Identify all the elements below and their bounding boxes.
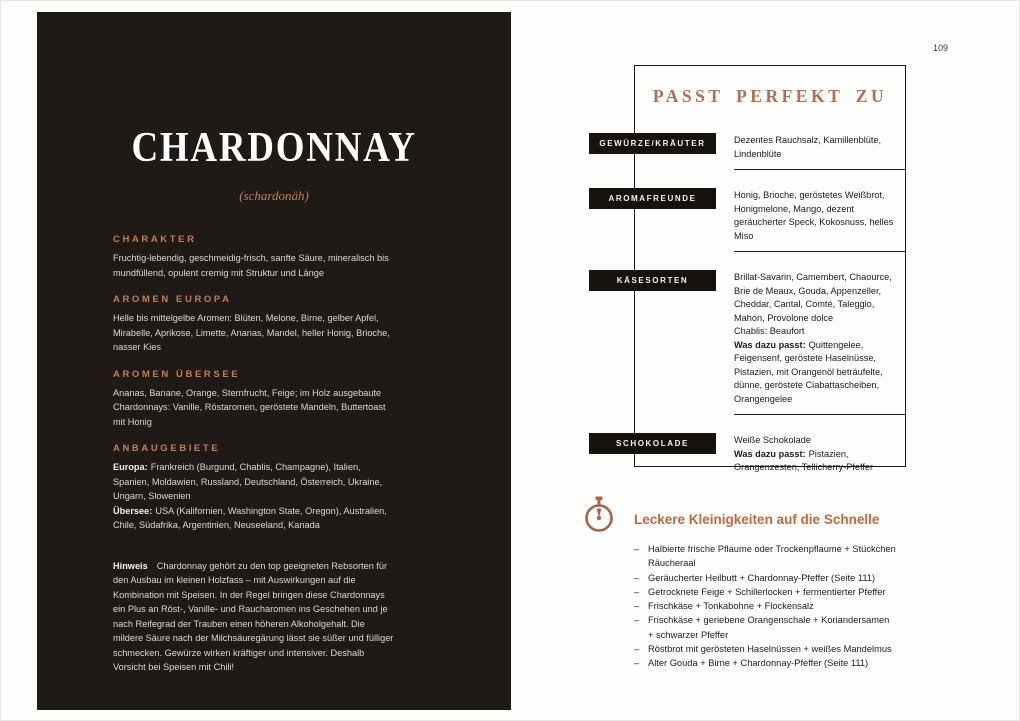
row-subline: Chablis: Beaufort	[734, 326, 805, 336]
hinweis-label: Hinweis	[113, 560, 148, 571]
section-aromen-europa	[113, 294, 397, 355]
row-text: Dezentes Rauchsalz, Kamillenblüte, Lindenblüte	[734, 135, 882, 159]
left-page-content	[113, 234, 397, 689]
snack-item	[634, 642, 896, 656]
section-heading: AROMEN ÜBERSEE	[113, 368, 241, 380]
section-anbaugebiete	[113, 443, 397, 533]
snack-text: Frischkäse + Tonkabohne + Flockensalz	[648, 601, 814, 612]
pairing-row-aromafreunde	[608, 188, 905, 252]
snack-item	[634, 656, 896, 670]
europa-label: Europa:	[113, 462, 148, 472]
pairing-box-title: PASST PERFEKT ZU	[652, 86, 888, 106]
page-number: 109	[933, 43, 949, 53]
snacks-heading: Leckere Kleinigkeiten auf die Schnelle	[634, 512, 880, 527]
pairing-row-schokolade	[616, 433, 905, 483]
uebersee-text: USA (Kalifornien, Washington State, Oregon), Australien, Chile, Südafrika, Argentinien, Neuseeland, Kanada	[113, 505, 387, 530]
row-text: Honig, Brioche, geröstetes Weißbrot, Honigmelone, Mango, dezent geräucherter Speck, Kokosnuss, helles Miso	[734, 190, 894, 241]
bullet-dash: –	[634, 615, 640, 626]
section-text: Fruchtig-lebendig, geschmeidig-frisch, sanfte Säure, mineralisch bis mundfüllend, opulent cremig mit Struktur und Länge	[113, 253, 389, 278]
row-content	[734, 133, 905, 170]
row-label: KÄSESORTEN	[589, 270, 716, 291]
wine-title	[37, 124, 511, 172]
snacks-list	[634, 542, 896, 671]
section-text: Helle bis mittelgelbe Aromen: Blüten, Melone, Birne, gelber Apfel, Mirabelle, Aprikose, Limette, Ananas, Mandel, heller Honig, Brioche, nasser Kies	[113, 313, 390, 352]
snack-text: Halbierte frische Pflaume oder Trockenpflaume + Stückchen Räucheraal	[648, 544, 896, 569]
snack-item	[634, 585, 896, 599]
snack-text: Röstbrot mit gerösteten Haselnüssen + weißes Mandelmus	[648, 644, 892, 655]
section-text-uebersee	[113, 504, 397, 533]
snack-text: Geräucherter Heilbutt + Chardonnay-Pfeffer (Seite 111)	[648, 572, 876, 583]
snack-text: Frischkäse + geriebene Orangenschale + Koriandersamen + schwarzer Pfeffer	[648, 615, 890, 640]
row-pairing	[734, 339, 902, 407]
pronunciation: (schardonäh)	[239, 188, 309, 203]
hinweis-paragraph	[113, 559, 397, 675]
stopwatch-icon	[583, 496, 615, 539]
section-charakter	[113, 234, 397, 280]
section-heading: AROMEN EUROPA	[113, 294, 232, 305]
bullet-dash: –	[634, 644, 640, 655]
bullet-dash: –	[634, 658, 640, 669]
pair-label: Was dazu passt:	[734, 339, 806, 350]
pairing-row-gewuerze	[599, 133, 905, 170]
snack-item	[634, 613, 896, 642]
section-heading: ANBAUGEBIETE	[113, 443, 221, 454]
europa-text: Frankreich (Burgund, Chablis, Champagne), Italien, Spanien, Moldawien, Russland, Deutschland, Österreich, Ukraine, Ungarn, Slowenien	[113, 462, 383, 501]
pair-label: Was dazu passt:	[734, 448, 806, 459]
row-pairing	[734, 448, 902, 475]
pair-text: Pistazien, Orangenzesten, Tellicherry-Pfeffer	[734, 448, 874, 472]
snack-text: Getrocknete Feige + Schillerlocken + fermentierter Pfeffer	[648, 586, 886, 597]
bullet-dash: –	[634, 544, 640, 554]
section-aromen-uebersee	[113, 369, 397, 430]
hinweis-text: Chardonnay gehört zu den top geeigneten Rebsorten für den Ausbau im kleinen Holzfass – mit Auswirkungen auf die Kombination mit Speisen. In der Regel bringen diese Chardonnays ein Plus an Röst-, Vanille- und Raucharomen ins Geschehen und je nach Reifegrad der Trauben einen höheren Alkoholgehalt. Die mildere Säure nach der Milchsäuregärung lässt sie süßer und fülliger schmecken. Gewürze wirken kräftiger und intensiver. Deshalb Vorsicht bei Speisen mit Chili!	[113, 560, 394, 672]
uebersee-label: Übersee:	[113, 505, 153, 516]
section-text-europa	[113, 460, 397, 504]
section-text: Ananas, Banane, Orange, Sternfrucht, Feige; im Holz ausgebaute Chardonnays: Vanille, Röstaromen, geröstete Mandeln, Buttertoast mit Honig	[113, 387, 386, 427]
hinweis-note	[113, 559, 397, 675]
pairing-row-kaesesorten	[616, 270, 905, 415]
snack-item	[634, 599, 896, 613]
row-label: AROMAFREUNDE	[589, 188, 716, 209]
row-content	[734, 270, 905, 415]
wine-title-text: CHARDONNAY	[131, 125, 417, 171]
pair-text: Quittengelee, Feigensenf, geröstete Haselnüsse, Pistazien, mit Orangenöl beträufelte, dünne, geröstete Ciabattascheiben, Orangengelee	[734, 339, 883, 404]
section-heading: CHARAKTER	[113, 234, 197, 245]
bullet-dash: –	[634, 586, 640, 597]
row-label: SCHOKOLADE	[589, 433, 716, 454]
bullet-dash: –	[634, 572, 640, 583]
pairing-box	[599, 65, 906, 472]
row-text: Brillat-Savarin, Camembert, Chaource, Brie de Meaux, Gouda, Appenzeller, Cheddar, Cantal, Comté, Taleggio, Mahón, Provolone dolce	[734, 272, 892, 323]
left-page	[37, 12, 511, 710]
row-content	[734, 433, 905, 483]
bullet-dash: –	[634, 601, 640, 612]
snack-text: Alter Gouda + Birne + Chardonnay-Pfeffer (Seite 111)	[648, 658, 869, 669]
snack-item	[634, 542, 896, 571]
row-text: Weiße Schokolade	[734, 435, 811, 445]
row-label: GEWÜRZE/KRÄUTER	[589, 133, 716, 154]
pairing-rows	[599, 133, 905, 483]
snack-item	[634, 571, 896, 585]
row-content	[734, 188, 905, 252]
